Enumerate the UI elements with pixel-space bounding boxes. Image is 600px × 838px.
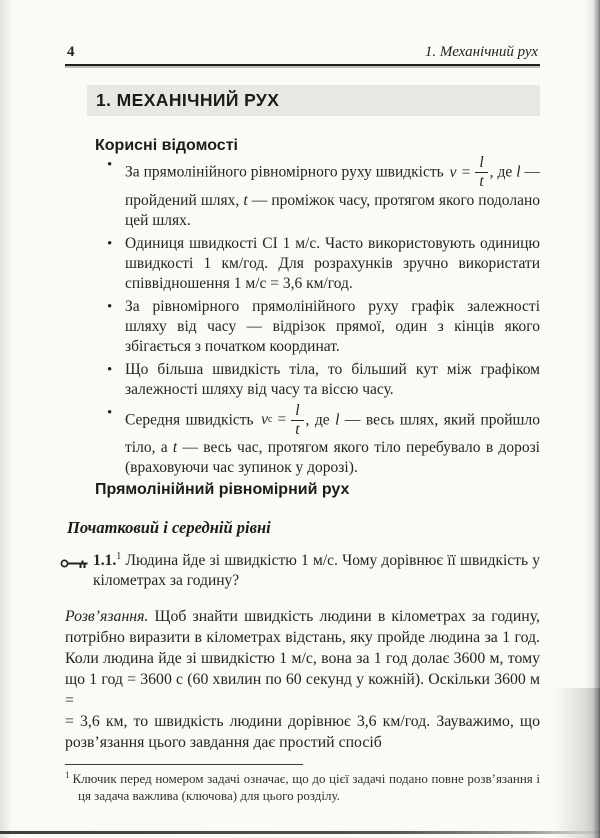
key-icon [60, 555, 89, 566]
numerator-l: l [291, 403, 303, 421]
info-item-path-graph [105, 297, 540, 357]
text-segment: — весь шлях, який пройшло тіло, а [125, 410, 540, 457]
running-head [65, 44, 540, 64]
header-rule [65, 64, 540, 66]
problem-text: Людина йде зі швидкістю 1 м/с. Чому дорівнює її швидкість у кілометрах за годину? [93, 552, 541, 590]
numerator-l: l [475, 155, 487, 173]
running-chapter-title: 1. Механічний рух [424, 44, 538, 60]
denominator-t: t [295, 420, 300, 438]
fraction [291, 403, 303, 439]
useful-info-list [105, 155, 540, 478]
footnote-text: Ключик перед номером задачі означає, що до цієї задачі подано повне розв’язання і ця задача важлива (ключова) для цього розділу. [72, 771, 540, 804]
footnote-rule [65, 764, 303, 765]
fraction [475, 155, 487, 191]
variable-v: v [449, 163, 457, 181]
page-number: 4 [67, 44, 75, 60]
solution-paragraph [65, 606, 540, 753]
text-segment: — проміжок часу, протягом якого подолано цей шлях. [125, 191, 540, 229]
footnote-marker: 1 [65, 769, 70, 780]
info-item-average-speed [105, 403, 540, 479]
footnote-reference: 1 [116, 550, 122, 562]
variable-l: l [335, 410, 340, 428]
text-segment: Середня швидкість [125, 410, 254, 428]
scan-bottom-edge-line [0, 831, 600, 834]
text-segment: — пройдений шлях, [125, 163, 540, 209]
text-segment: Що більша швидкість тіла, то більший кут між графіком залежності шляху від часу та віссю часу. [125, 360, 540, 398]
variable-t: t [172, 439, 178, 457]
text-segment: , де [305, 410, 336, 428]
useful-info-heading: Корисні відомості [95, 137, 238, 154]
section-title-box [87, 85, 540, 116]
variable-t: t [243, 191, 248, 209]
text-segment: Одиниця швидкості СІ 1 м/с. Часто використовують одиницю швидкості 1 км/год. Для розрахунків зручно використати співвідношення 1 м/с = 3,6 км/год. [125, 234, 540, 292]
solution-text-part2: = 3,6 км, то швидкість людини дорівнює 3,6 км/год. Зауважимо, що розв’язання цього завдання дає простий спосіб [65, 713, 540, 752]
speed-formula [450, 155, 488, 191]
equals-sign: = [461, 163, 471, 181]
text-segment: , де [489, 163, 517, 181]
text-segment: — весь час, протягом якого тіло перебувало в дорозі (враховуючи час зупинок у дорозі). [125, 439, 540, 477]
subscript-c: с [268, 414, 273, 426]
info-item-speed-definition [105, 155, 540, 231]
info-item-graph-angle [105, 360, 540, 400]
problem-number: 1.1. [93, 552, 117, 570]
level-heading: Початковий і середній рівні [67, 518, 271, 538]
average-speed-formula [261, 403, 303, 439]
subsection-title: Прямолінійний рівномірний рух [95, 481, 350, 499]
problem-1-1 [93, 551, 540, 591]
variable-v: v [261, 411, 268, 429]
section-title: 1. МЕХАНІЧНИЙ РУХ [96, 90, 280, 110]
equals-sign: = [277, 411, 287, 429]
footnote [65, 770, 540, 804]
text-segment: За прямолінійного рівномірного руху швидкість [125, 163, 444, 181]
solution-label: Розв’язання. [65, 608, 149, 626]
text-segment: За рівномірного прямолінійного руху графік залежності шляху від часу — відрізок прямої, один з кінців якого збігається з початком координат. [125, 297, 540, 355]
denominator-t: t [479, 173, 484, 191]
variable-l: l [516, 163, 521, 181]
info-item-speed-units [105, 234, 540, 294]
solution-text-part1: Щоб знайти швидкість людини в кілометрах за годину, потрібно виразити в кілометрах відстань, яку пройде людина за 1 год. Коли людина йде зі швидкістю 1 м/с, вона за 1 год долає 3600 м, тому що 1 год = 3600 с (60 хвилин по 60 секунд у кожній). Оскільки 3600 м = [65, 608, 540, 710]
